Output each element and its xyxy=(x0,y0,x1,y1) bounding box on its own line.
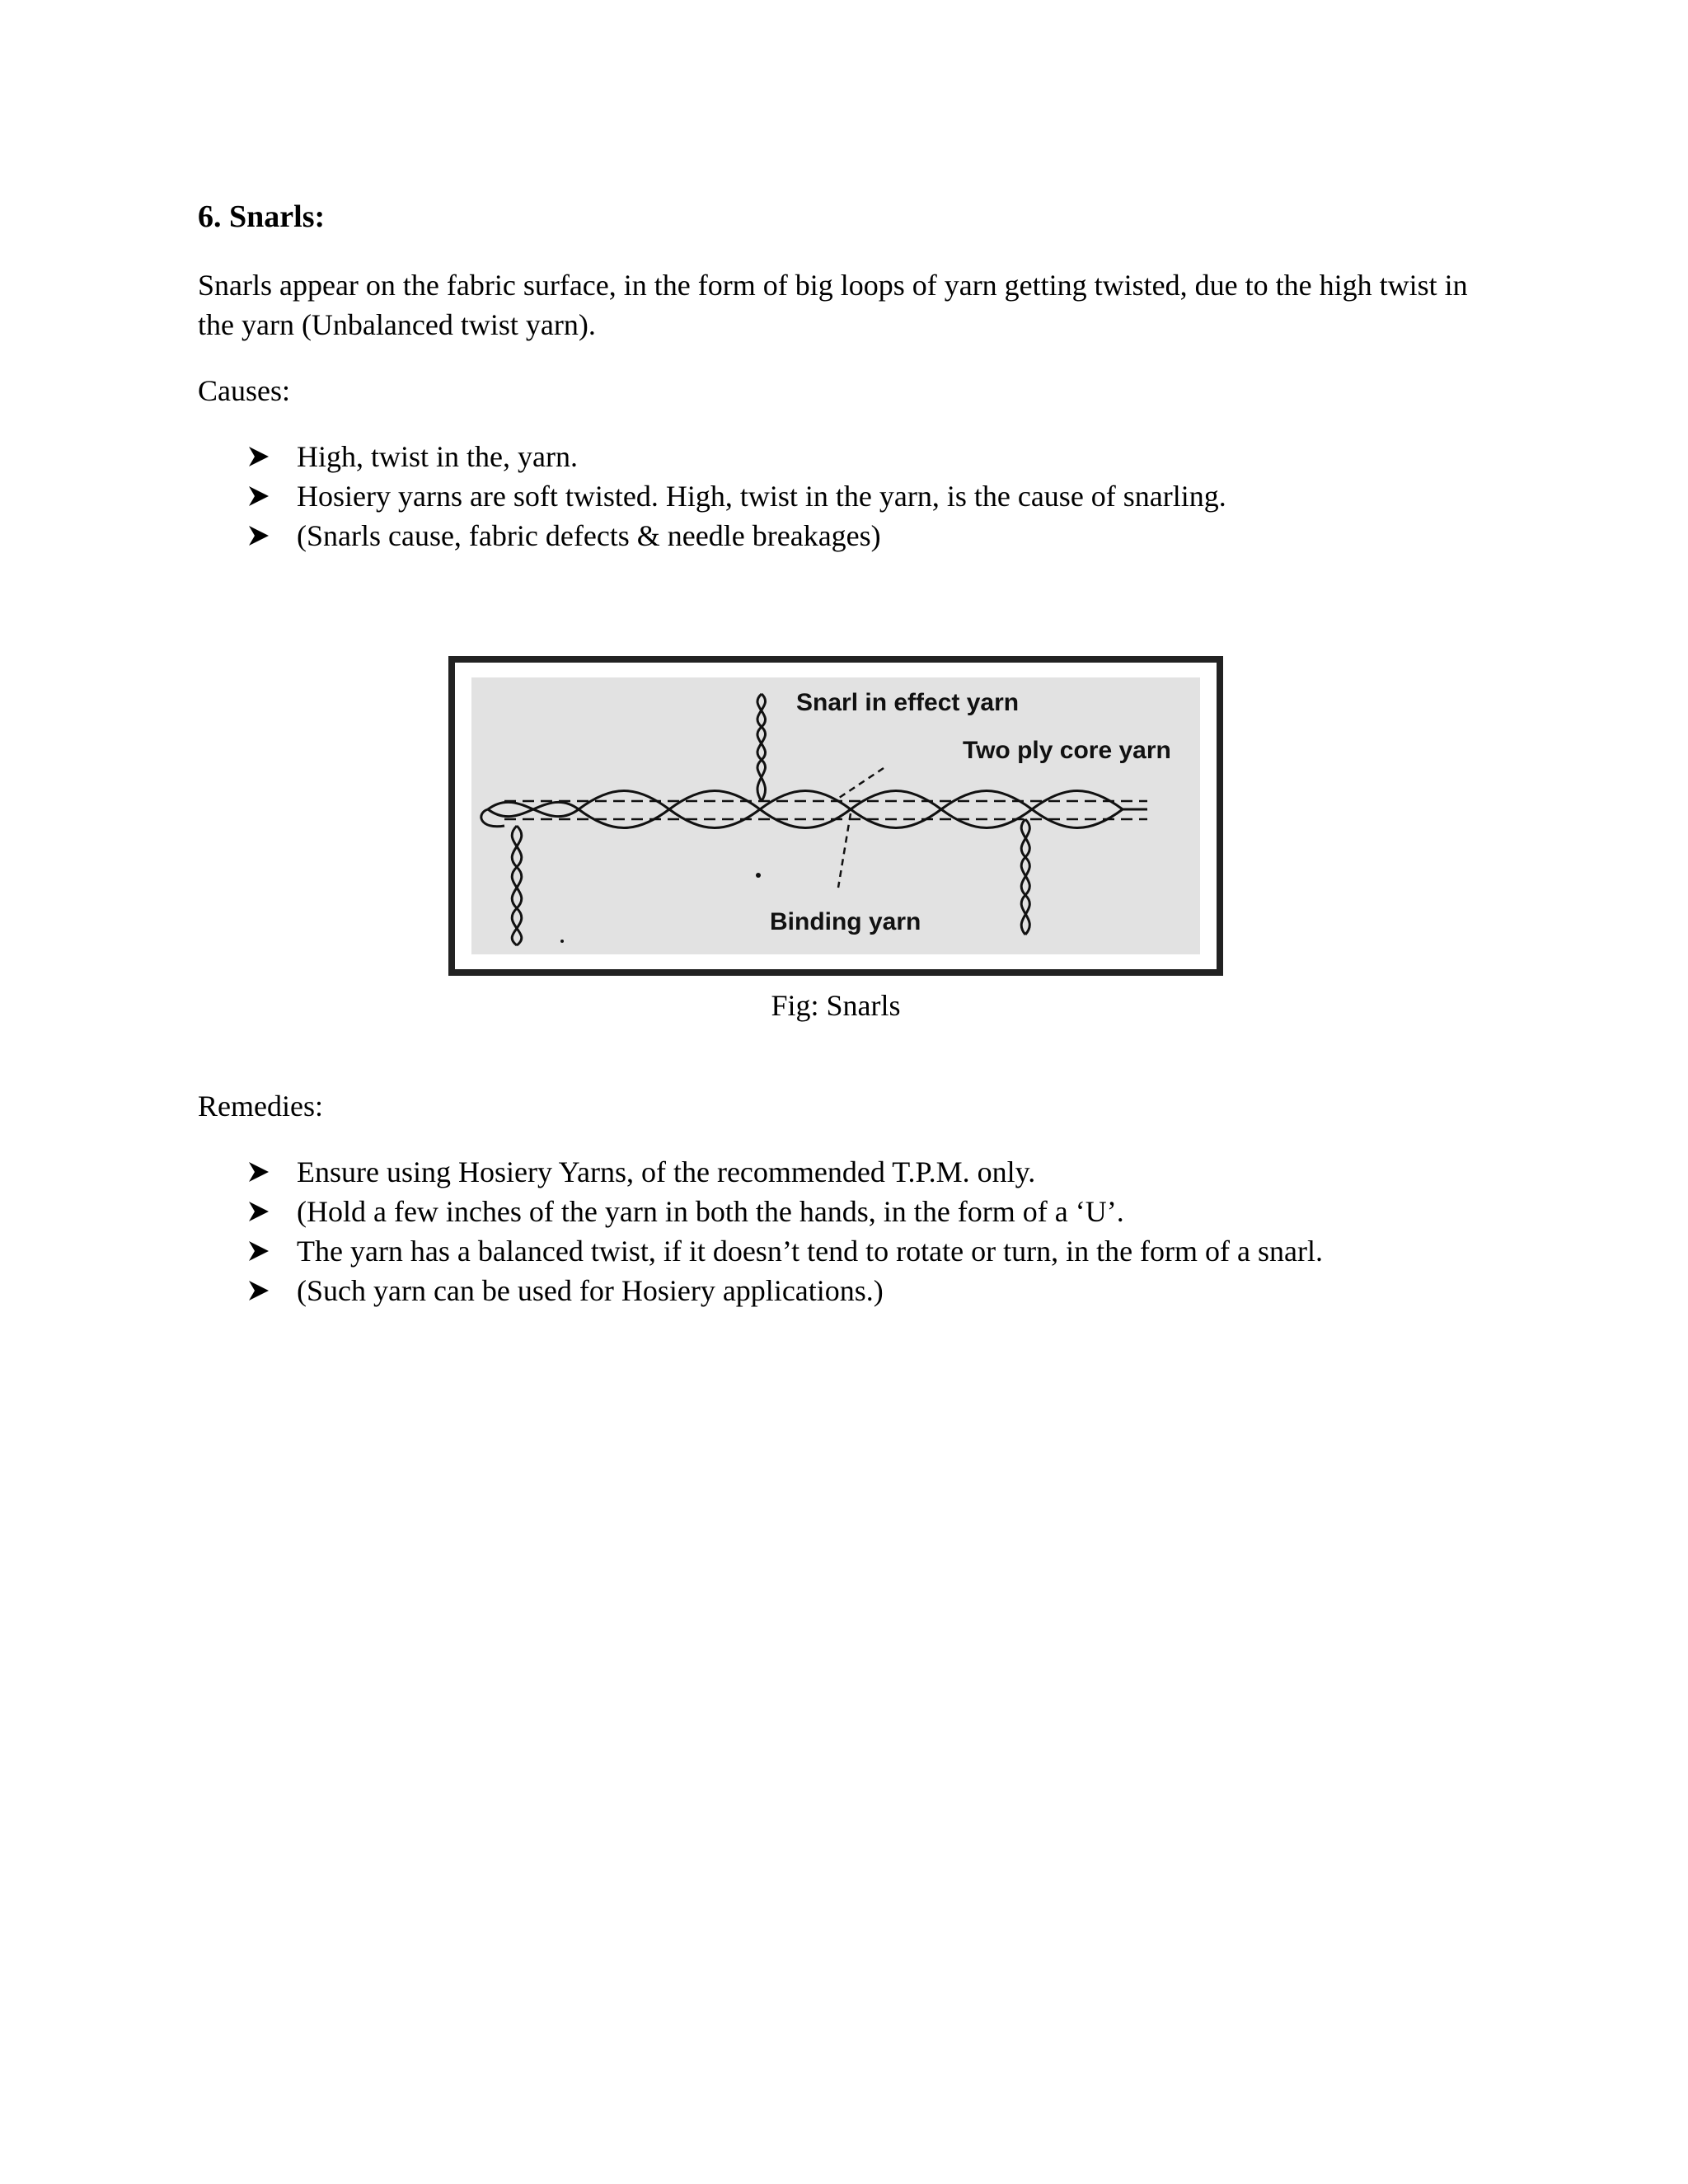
snarl-diagram xyxy=(471,677,1200,954)
list-item xyxy=(247,1152,1323,1192)
causes-label: Causes: xyxy=(198,374,290,407)
cause-text: Hosiery yarns are soft twisted. High, twist in the yarn, is the cause of snarling. xyxy=(297,480,1226,513)
list-item xyxy=(247,1231,1323,1271)
remedy-text: Ensure using Hosiery Yarns, of the recommended T.P.M. only. xyxy=(297,1155,1036,1188)
snarl-label: Snarl in effect yarn xyxy=(796,689,1020,716)
list-item xyxy=(247,1271,1323,1310)
arrow-bullet-icon xyxy=(247,445,270,468)
arrow-bullet-icon xyxy=(247,1160,270,1183)
remedy-text: (Such yarn can be used for Hosiery applications.) xyxy=(297,1274,884,1307)
cause-text: (Snarls cause, fabric defects & needle breakages) xyxy=(297,519,881,552)
section-description: Snarls appear on the fabric surface, in the form of big loops of yarn getting twisted, due to the high twist in the yarn (Unbalanced twist yarn). xyxy=(198,269,1468,341)
arrow-bullet-icon xyxy=(247,524,270,547)
arrow-bullet-icon xyxy=(247,1200,270,1223)
list-item xyxy=(247,516,1226,555)
arrow-bullet-icon xyxy=(247,1240,270,1263)
figure-caption: Fig: Snarls xyxy=(771,989,901,1022)
list-item xyxy=(247,1192,1323,1231)
remedy-text: The yarn has a balanced twist, if it doesn’t tend to rotate or turn, in the form of a snarl. xyxy=(297,1235,1323,1268)
causes-list xyxy=(247,437,1226,555)
list-item xyxy=(247,476,1226,516)
cause-text: High, twist in the, yarn. xyxy=(297,440,578,473)
remedies-label: Remedies: xyxy=(198,1090,323,1122)
core-yarn-label: Two ply core yarn xyxy=(963,737,1171,764)
arrow-bullet-icon xyxy=(247,1279,270,1302)
arrow-bullet-icon xyxy=(247,485,270,508)
remedies-list xyxy=(247,1152,1323,1310)
binding-yarn-label: Binding yarn xyxy=(770,908,921,935)
list-item xyxy=(247,437,1226,476)
remedy-text: (Hold a few inches of the yarn in both the hands, in the form of a ‘U’. xyxy=(297,1195,1124,1228)
snarl-figure xyxy=(448,656,1223,976)
section-heading: 6. Snarls: xyxy=(198,199,326,234)
